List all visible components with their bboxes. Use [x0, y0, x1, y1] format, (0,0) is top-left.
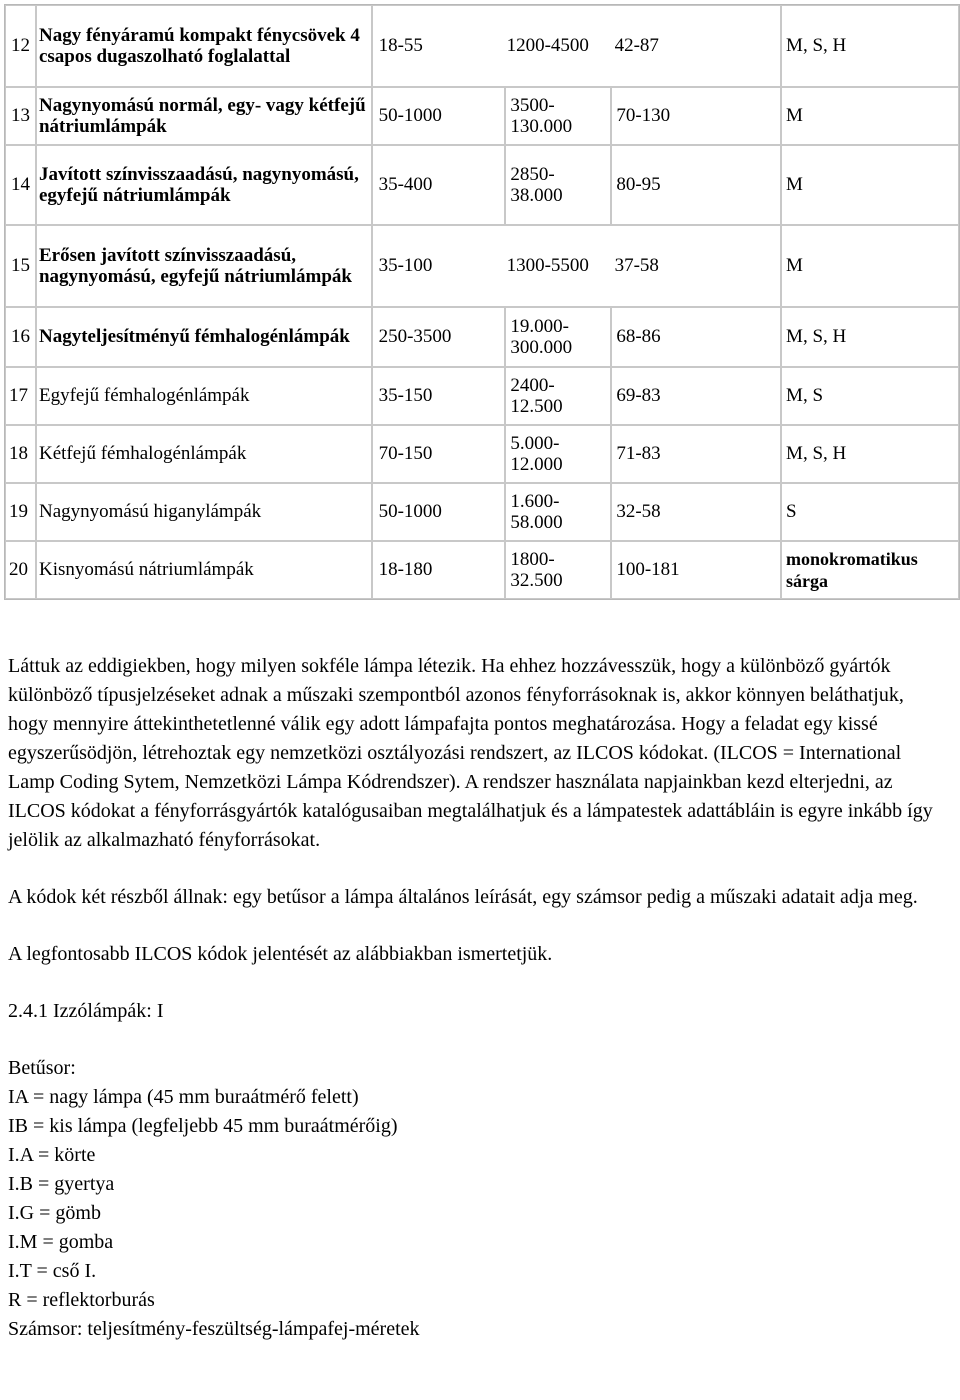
- lumen-value: 2850- 38.000: [505, 145, 611, 225]
- code-list: [8, 1083, 943, 1344]
- letters-label: Betűsor:: [8, 1057, 76, 1079]
- lamp-name: Nagynyomású higanylámpák: [36, 483, 372, 541]
- lumen-value: 5.000- 12.000: [505, 425, 611, 483]
- power-value: 70-150: [372, 425, 506, 483]
- lamp-name: Erősen javított színvisszaadású, nagynyomású, egyfejű nátriumlámpák: [36, 225, 372, 307]
- code-item: R = reflektorburás: [8, 1289, 155, 1311]
- table-row: [5, 5, 959, 87]
- code-item: IA = nagy lámpa (45 mm buraátmérő felett): [8, 1086, 359, 1108]
- table-row: [5, 145, 959, 225]
- usage-value: monokromatikus sárga: [781, 541, 959, 599]
- table-row: [5, 87, 959, 145]
- ra-value: 71-83: [611, 425, 781, 483]
- table-row: [5, 483, 959, 541]
- merged-values: [372, 5, 781, 87]
- power-value: 35-150: [372, 367, 506, 425]
- table-row: [5, 425, 959, 483]
- lamp-name: Egyfejű fémhalogénlámpák: [36, 367, 372, 425]
- intro-paragraph: Láttuk az eddigiekben, hogy milyen sokféle lámpa létezik. Ha ehhez hozzávesszük, hogy a különböző gyártók különböző típusjelzéseket adnak a műszaki szempontból azonos fényforrásoknak is, akkor könnyen beláthatjuk, hogy mennyire áttekinthetetlenné válik egy adott lámpafajta pontos meghatározása. Hogy a feladat egy kissé egyszerűsödjön, létrehoztak egy nemzetközi osztályozási rendszert, az ILCOS kódokat. (ILCOS = International Lamp Coding Sytem, Nemzetközi Lámpa Kódrendszer). A rendszer használata napjainkban kezd elterjedni, az ILCOS kódokat a fényforrásgyártók katalógusaiban megtalálhatjuk és a lámpatestek adattábláin is egyre inkább így jelölik az alkalmazható fényforrásokat.: [8, 655, 933, 851]
- row-number: 12: [5, 5, 36, 87]
- power-value: 50-1000: [372, 483, 506, 541]
- code-item: I.T = cső I.: [8, 1260, 97, 1282]
- merged-values: [372, 225, 781, 307]
- table-row: [5, 367, 959, 425]
- row-number: 19: [5, 483, 36, 541]
- row-number: 18: [5, 425, 36, 483]
- power-value: 18-55: [378, 35, 423, 57]
- usage-value: M, S: [781, 367, 959, 425]
- codes-intro-paragraph: A legfontosabb ILCOS kódok jelentését az alábbiakban ismertetjük.: [8, 943, 553, 965]
- usage-value: M, S, H: [781, 425, 959, 483]
- usage-value: S: [781, 483, 959, 541]
- ra-value: 80-95: [611, 145, 781, 225]
- row-number: 17: [5, 367, 36, 425]
- lamp-name: Javított színvisszaadású, nagynyomású, egyfejű nátriumlámpák: [36, 145, 372, 225]
- row-number: 13: [5, 87, 36, 145]
- ra-value: 68-86: [611, 307, 781, 367]
- lamp-name: Kisnyomású nátriumlámpák: [36, 541, 372, 599]
- code-item: IB = kis lámpa (legfeljebb 45 mm buraátmérőig): [8, 1115, 398, 1137]
- power-value: 18-180: [372, 541, 506, 599]
- lumen-value: 1200-4500: [506, 35, 589, 57]
- row-number: 16: [5, 307, 36, 367]
- lamp-name: Kétfejű fémhalogénlámpák: [36, 425, 372, 483]
- row-number: 15: [5, 225, 36, 307]
- usage-value: M, S, H: [781, 307, 959, 367]
- code-item: I.A = körte: [8, 1144, 96, 1166]
- table-row: [5, 541, 959, 599]
- code-item: I.B = gyertya: [8, 1173, 115, 1195]
- lumen-value: 3500- 130.000: [505, 87, 611, 145]
- lumen-value: 19.000- 300.000: [505, 307, 611, 367]
- section-heading: 2.4.1 Izzólámpák: I: [8, 1000, 164, 1022]
- usage-value: M: [781, 87, 959, 145]
- ra-value: 32-58: [611, 483, 781, 541]
- code-structure-paragraph: A kódok két részből állnak: egy betűsor a lámpa általános leírását, egy számsor pedig a műszaki adatait adja meg.: [8, 886, 918, 908]
- power-value: 35-100: [378, 255, 433, 277]
- row-number: 14: [5, 145, 36, 225]
- body-text: [8, 652, 943, 1344]
- ra-value: 70-130: [611, 87, 781, 145]
- lamp-name: Nagynyomású normál, egy- vagy kétfejű nátriumlámpák: [36, 87, 372, 145]
- usage-value: M, S, H: [781, 5, 959, 87]
- row-number: 20: [5, 541, 36, 599]
- ra-value: 69-83: [611, 367, 781, 425]
- lumen-value: 1300-5500: [506, 255, 589, 277]
- table-row: [5, 225, 959, 307]
- lumen-value: 1800- 32.500: [505, 541, 611, 599]
- usage-value: M: [781, 225, 959, 307]
- code-item: I.M = gomba: [8, 1231, 114, 1253]
- usage-value: M: [781, 145, 959, 225]
- power-value: 250-3500: [372, 307, 506, 367]
- lamp-name: Nagy fényáramú kompakt fénycsövek 4 csapos dugaszolható foglalattal: [36, 5, 372, 87]
- lumen-value: 2400- 12.500: [505, 367, 611, 425]
- power-value: 50-1000: [372, 87, 506, 145]
- table-row: [5, 307, 959, 367]
- ra-value: 42-87: [614, 35, 659, 57]
- code-item: I.G = gömb: [8, 1202, 101, 1224]
- lamp-data-table: [4, 4, 960, 600]
- ra-value: 37-58: [614, 255, 659, 277]
- lumen-value: 1.600- 58.000: [505, 483, 611, 541]
- code-item: Számsor: teljesítmény-feszültség-lámpafej-méretek: [8, 1318, 420, 1340]
- lamp-name: Nagyteljesítményű fémhalogénlámpák: [36, 307, 372, 367]
- power-value: 35-400: [372, 145, 506, 225]
- ra-value: 100-181: [611, 541, 781, 599]
